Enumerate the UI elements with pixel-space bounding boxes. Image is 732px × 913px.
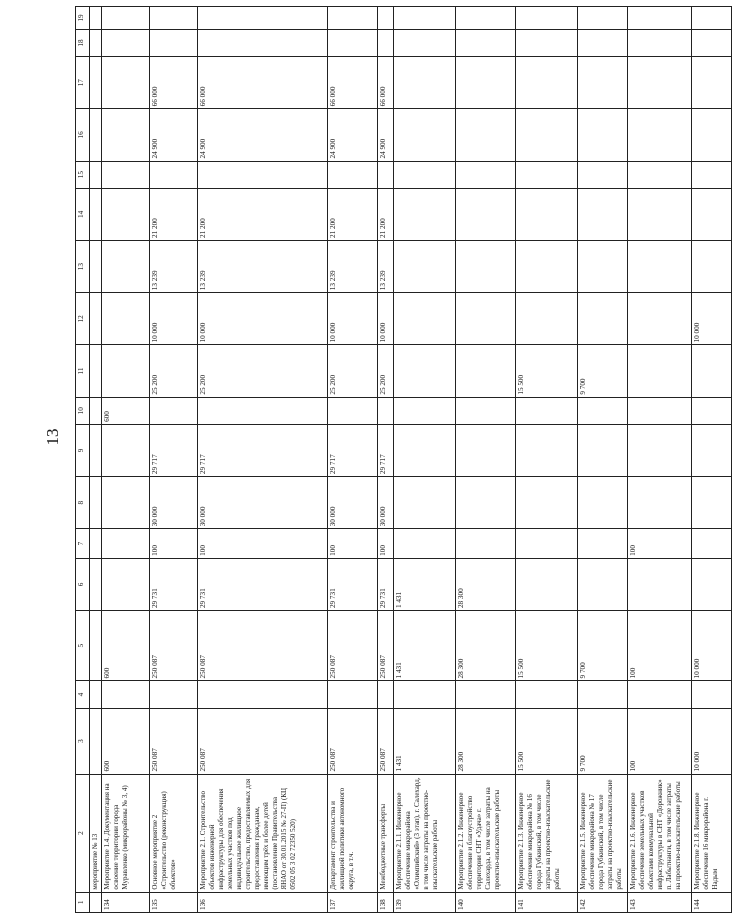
table-row bbox=[328, 7, 378, 913]
value-cell bbox=[328, 7, 378, 30]
column-header-10: 10 bbox=[76, 397, 90, 424]
value-cell: 66 000 bbox=[328, 57, 378, 109]
table-row bbox=[150, 7, 198, 913]
value-cell bbox=[394, 681, 456, 708]
row-description-cell: Мероприятие 2.1.3. Инженерное обеспечение микрорайона № 16 города Губкинский, в том числе затраты на проектно-изыскательские работы bbox=[516, 774, 578, 892]
value-cell: 30 000 bbox=[378, 477, 394, 529]
column-header-12: 12 bbox=[76, 293, 90, 345]
value-cell: 10 000 bbox=[378, 293, 394, 345]
value-cell bbox=[394, 345, 456, 397]
value-cell: 30 000 bbox=[328, 477, 378, 529]
value-cell bbox=[90, 29, 102, 56]
value-cell: 29 717 bbox=[328, 424, 378, 476]
value-cell bbox=[578, 397, 628, 424]
value-cell: 29 717 bbox=[378, 424, 394, 476]
value-cell bbox=[456, 293, 516, 345]
value-cell bbox=[90, 7, 102, 30]
column-header-2: 2 bbox=[76, 774, 90, 892]
value-cell bbox=[102, 477, 150, 529]
value-cell: 100 bbox=[328, 529, 378, 559]
value-cell: 15 500 bbox=[516, 708, 578, 774]
value-cell bbox=[578, 477, 628, 529]
value-cell bbox=[102, 109, 150, 161]
value-cell bbox=[578, 558, 628, 610]
column-header-1: 1 bbox=[76, 892, 90, 912]
row-number-cell: 143 bbox=[628, 892, 692, 912]
table-row bbox=[578, 7, 628, 913]
value-cell: 21 200 bbox=[378, 188, 394, 240]
value-cell bbox=[692, 681, 732, 708]
value-cell bbox=[198, 7, 328, 30]
value-cell bbox=[692, 29, 732, 56]
value-cell bbox=[328, 161, 378, 188]
value-cell bbox=[328, 681, 378, 708]
value-cell bbox=[102, 161, 150, 188]
value-cell: 250 087 bbox=[328, 708, 378, 774]
value-cell: 10 000 bbox=[692, 293, 732, 345]
value-cell bbox=[578, 240, 628, 292]
value-cell: 29 717 bbox=[198, 424, 328, 476]
value-cell: 250 087 bbox=[378, 708, 394, 774]
value-cell: 15 500 bbox=[516, 345, 578, 397]
value-cell bbox=[516, 424, 578, 476]
row-number-cell bbox=[90, 892, 102, 912]
value-cell bbox=[456, 7, 516, 30]
value-cell: 250 087 bbox=[378, 611, 394, 681]
row-number-cell: 134 bbox=[102, 892, 150, 912]
value-cell bbox=[628, 161, 692, 188]
value-cell bbox=[578, 57, 628, 109]
value-cell bbox=[692, 397, 732, 424]
value-cell bbox=[378, 161, 394, 188]
value-cell: 21 200 bbox=[198, 188, 328, 240]
row-description-cell: Мероприятие 2.1. Строительство объектов инженерной инфраструктуры для обеспечения земельных участков под индивидуальное жилищное строительство, предоставляемых для предоставления гражданам, имеющим трёх и более детей (постановление Правительства ЯНАО от 30.01.2015 № 27-П) (КЦ 0502 05 3 02 72350 520) bbox=[198, 774, 328, 892]
value-cell bbox=[516, 558, 578, 610]
value-cell bbox=[394, 529, 456, 559]
value-cell bbox=[198, 681, 328, 708]
value-cell bbox=[628, 681, 692, 708]
row-description-cell: Мероприятие 2.1.1. Инженерное обеспечение микрорайона «Олимпийский» (3 этап), г. Салехард, в том числе затраты на проектно-изыскательские работы bbox=[394, 774, 456, 892]
value-cell bbox=[394, 397, 456, 424]
value-cell bbox=[102, 558, 150, 610]
table-row bbox=[394, 7, 456, 913]
column-header-7: 7 bbox=[76, 529, 90, 559]
row-description-cell: мероприятие № 13 bbox=[90, 774, 102, 892]
table-row bbox=[628, 7, 692, 913]
value-cell: 250 087 bbox=[198, 708, 328, 774]
value-cell bbox=[394, 29, 456, 56]
value-cell: 10 000 bbox=[692, 611, 732, 681]
value-cell bbox=[628, 424, 692, 476]
value-cell bbox=[90, 397, 102, 424]
value-cell bbox=[90, 558, 102, 610]
value-cell: 29 731 bbox=[378, 558, 394, 610]
row-number-cell: 138 bbox=[378, 892, 394, 912]
value-cell: 10 000 bbox=[150, 293, 198, 345]
table-row bbox=[516, 7, 578, 913]
value-cell bbox=[516, 681, 578, 708]
table-row bbox=[102, 7, 150, 913]
row-number-cell: 139 bbox=[394, 892, 456, 912]
value-cell: 600 bbox=[102, 708, 150, 774]
value-cell bbox=[456, 240, 516, 292]
value-cell bbox=[90, 424, 102, 476]
value-cell bbox=[516, 188, 578, 240]
value-cell bbox=[456, 345, 516, 397]
value-cell: 9 700 bbox=[578, 345, 628, 397]
value-cell: 9 700 bbox=[578, 611, 628, 681]
value-cell bbox=[198, 29, 328, 56]
value-cell bbox=[328, 397, 378, 424]
value-cell bbox=[516, 240, 578, 292]
value-cell: 1 431 bbox=[394, 558, 456, 610]
value-cell: 66 000 bbox=[150, 57, 198, 109]
value-cell bbox=[394, 109, 456, 161]
value-cell: 28 300 bbox=[456, 611, 516, 681]
value-cell: 100 bbox=[628, 611, 692, 681]
row-description-cell: Мероприятие 2.1.6. Инженерное обеспечение земельных участков объектами коммунальной инфраструктуры в СНТ «Дорожник» п. Лабытнанги, в том числе затраты на проектно-изыскательские работы bbox=[628, 774, 692, 892]
value-cell bbox=[516, 29, 578, 56]
value-cell: 29 717 bbox=[150, 424, 198, 476]
value-cell: 24 900 bbox=[378, 109, 394, 161]
row-description-cell: Мероприятие 2.1.5. Инженерное обеспечение микрорайона № 17 города Губкинский, в том числе затраты на проектно-изыскательские работы bbox=[578, 774, 628, 892]
value-cell bbox=[102, 7, 150, 30]
value-cell bbox=[102, 529, 150, 559]
value-cell bbox=[516, 161, 578, 188]
table-row bbox=[90, 7, 102, 913]
column-header-5: 5 bbox=[76, 611, 90, 681]
value-cell bbox=[394, 293, 456, 345]
value-cell bbox=[378, 7, 394, 30]
value-cell bbox=[456, 397, 516, 424]
value-cell bbox=[692, 345, 732, 397]
value-cell bbox=[456, 424, 516, 476]
value-cell: 28 300 bbox=[456, 558, 516, 610]
value-cell bbox=[90, 188, 102, 240]
value-cell: 100 bbox=[628, 708, 692, 774]
value-cell bbox=[516, 293, 578, 345]
value-cell: 13 239 bbox=[198, 240, 328, 292]
value-cell bbox=[90, 611, 102, 681]
value-cell: 100 bbox=[150, 529, 198, 559]
value-cell bbox=[692, 7, 732, 30]
column-number-row bbox=[76, 7, 90, 913]
value-cell bbox=[578, 29, 628, 56]
value-cell: 13 239 bbox=[378, 240, 394, 292]
value-cell bbox=[692, 188, 732, 240]
value-cell bbox=[456, 161, 516, 188]
value-cell bbox=[578, 293, 628, 345]
value-cell bbox=[378, 29, 394, 56]
column-header-19: 19 bbox=[76, 7, 90, 30]
value-cell bbox=[102, 240, 150, 292]
value-cell bbox=[394, 161, 456, 188]
table-row bbox=[692, 7, 732, 913]
value-cell: 250 087 bbox=[198, 611, 328, 681]
value-cell bbox=[102, 293, 150, 345]
value-cell bbox=[628, 29, 692, 56]
value-cell bbox=[198, 397, 328, 424]
value-cell bbox=[628, 558, 692, 610]
column-header-6: 6 bbox=[76, 558, 90, 610]
value-cell bbox=[102, 681, 150, 708]
value-cell bbox=[90, 681, 102, 708]
value-cell bbox=[692, 57, 732, 109]
value-cell: 10 000 bbox=[328, 293, 378, 345]
value-cell: 100 bbox=[198, 529, 328, 559]
value-cell bbox=[102, 424, 150, 476]
value-cell: 28 300 bbox=[456, 708, 516, 774]
row-number-cell: 144 bbox=[692, 892, 732, 912]
value-cell: 29 731 bbox=[328, 558, 378, 610]
value-cell bbox=[90, 293, 102, 345]
value-cell bbox=[628, 477, 692, 529]
value-cell bbox=[692, 161, 732, 188]
value-cell: 13 239 bbox=[328, 240, 378, 292]
value-cell bbox=[628, 57, 692, 109]
column-header-11: 11 bbox=[76, 345, 90, 397]
value-cell bbox=[150, 161, 198, 188]
value-cell bbox=[90, 477, 102, 529]
value-cell bbox=[150, 29, 198, 56]
value-cell: 100 bbox=[628, 529, 692, 559]
value-cell bbox=[150, 397, 198, 424]
value-cell bbox=[394, 240, 456, 292]
value-cell bbox=[378, 681, 394, 708]
row-description-cell: Департамент строительства и жилищной политики автономного округа, в т.ч. bbox=[328, 774, 378, 892]
value-cell bbox=[150, 681, 198, 708]
value-cell bbox=[102, 345, 150, 397]
value-cell bbox=[692, 529, 732, 559]
value-cell: 250 087 bbox=[150, 611, 198, 681]
value-cell: 600 bbox=[102, 611, 150, 681]
column-header-18: 18 bbox=[76, 29, 90, 56]
value-cell bbox=[578, 161, 628, 188]
value-cell: 25 200 bbox=[150, 345, 198, 397]
value-cell: 13 239 bbox=[150, 240, 198, 292]
value-cell bbox=[578, 109, 628, 161]
value-cell bbox=[90, 345, 102, 397]
value-cell bbox=[516, 7, 578, 30]
value-cell bbox=[456, 188, 516, 240]
value-cell bbox=[90, 57, 102, 109]
value-cell bbox=[456, 29, 516, 56]
value-cell bbox=[578, 424, 628, 476]
table-row bbox=[456, 7, 516, 913]
row-description-cell: Межбюджетные трансферты bbox=[378, 774, 394, 892]
row-number-cell: 141 bbox=[516, 892, 578, 912]
budget-table bbox=[75, 6, 732, 913]
value-cell bbox=[102, 188, 150, 240]
value-cell: 21 200 bbox=[328, 188, 378, 240]
value-cell: 29 731 bbox=[150, 558, 198, 610]
value-cell: 15 500 bbox=[516, 611, 578, 681]
table-row bbox=[378, 7, 394, 913]
value-cell bbox=[628, 397, 692, 424]
row-number-cell: 140 bbox=[456, 892, 516, 912]
value-cell: 30 000 bbox=[198, 477, 328, 529]
value-cell: 24 900 bbox=[328, 109, 378, 161]
value-cell bbox=[456, 477, 516, 529]
row-number-cell: 136 bbox=[198, 892, 328, 912]
value-cell bbox=[378, 397, 394, 424]
value-cell bbox=[150, 7, 198, 30]
value-cell bbox=[456, 57, 516, 109]
value-cell bbox=[628, 240, 692, 292]
value-cell: 66 000 bbox=[198, 57, 328, 109]
value-cell: 21 200 bbox=[150, 188, 198, 240]
value-cell: 10 000 bbox=[198, 293, 328, 345]
value-cell: 9 700 bbox=[578, 708, 628, 774]
value-cell: 66 000 bbox=[378, 57, 394, 109]
value-cell: 250 087 bbox=[150, 708, 198, 774]
value-cell bbox=[628, 109, 692, 161]
value-cell: 600 bbox=[102, 397, 150, 424]
value-cell bbox=[516, 397, 578, 424]
column-header-3: 3 bbox=[76, 708, 90, 774]
value-cell bbox=[90, 240, 102, 292]
value-cell bbox=[692, 477, 732, 529]
value-cell bbox=[198, 161, 328, 188]
column-header-9: 9 bbox=[76, 424, 90, 476]
page-number: 13 bbox=[43, 428, 62, 446]
value-cell bbox=[628, 188, 692, 240]
value-cell: 1 431 bbox=[394, 611, 456, 681]
row-number-cell: 135 bbox=[150, 892, 198, 912]
value-cell: 24 900 bbox=[198, 109, 328, 161]
value-cell bbox=[692, 109, 732, 161]
value-cell bbox=[628, 345, 692, 397]
value-cell: 25 200 bbox=[378, 345, 394, 397]
value-cell bbox=[456, 109, 516, 161]
column-header-15: 15 bbox=[76, 161, 90, 188]
value-cell bbox=[328, 29, 378, 56]
value-cell bbox=[578, 681, 628, 708]
value-cell bbox=[90, 708, 102, 774]
value-cell bbox=[692, 424, 732, 476]
column-header-14: 14 bbox=[76, 188, 90, 240]
value-cell bbox=[394, 7, 456, 30]
value-cell bbox=[102, 57, 150, 109]
column-header-8: 8 bbox=[76, 477, 90, 529]
value-cell bbox=[692, 240, 732, 292]
value-cell bbox=[516, 529, 578, 559]
value-cell bbox=[456, 529, 516, 559]
row-description-cell: Мероприятие 1.4. Документация на освоение территории города Муравленко (микрорайоны № 3, 4) bbox=[102, 774, 150, 892]
value-cell bbox=[516, 57, 578, 109]
row-description-cell: Мероприятие 2.1.2. Инженерное обеспечение и благоустройство территории СНТ «Удача» г. Салехарда, в том числе затраты на проектно-изыскательские работы bbox=[456, 774, 516, 892]
value-cell: 100 bbox=[378, 529, 394, 559]
row-description-cell: Основное мероприятие 2 «Строительство (реконструкция) объектов» bbox=[150, 774, 198, 892]
row-description-cell: Мероприятие 2.1.8. Инженерное обеспечение 16 микрорайона г. Надым bbox=[692, 774, 732, 892]
value-cell bbox=[456, 681, 516, 708]
value-cell bbox=[90, 161, 102, 188]
value-cell: 25 200 bbox=[328, 345, 378, 397]
column-header-13: 13 bbox=[76, 240, 90, 292]
budget-table-sheet bbox=[75, 6, 719, 913]
value-cell bbox=[90, 529, 102, 559]
value-cell: 30 000 bbox=[150, 477, 198, 529]
table-row bbox=[198, 7, 328, 913]
value-cell bbox=[578, 529, 628, 559]
column-header-17: 17 bbox=[76, 57, 90, 109]
value-cell bbox=[394, 188, 456, 240]
value-cell bbox=[578, 188, 628, 240]
value-cell bbox=[516, 477, 578, 529]
value-cell bbox=[628, 293, 692, 345]
value-cell: 1 431 bbox=[394, 708, 456, 774]
value-cell bbox=[394, 477, 456, 529]
row-number-cell: 137 bbox=[328, 892, 378, 912]
value-cell bbox=[628, 7, 692, 30]
column-header-16: 16 bbox=[76, 109, 90, 161]
value-cell bbox=[692, 558, 732, 610]
value-cell: 10 000 bbox=[692, 708, 732, 774]
row-number-cell: 142 bbox=[578, 892, 628, 912]
value-cell bbox=[578, 7, 628, 30]
value-cell: 24 900 bbox=[150, 109, 198, 161]
value-cell: 29 731 bbox=[198, 558, 328, 610]
value-cell bbox=[394, 57, 456, 109]
value-cell bbox=[102, 29, 150, 56]
value-cell: 250 087 bbox=[328, 611, 378, 681]
value-cell: 25 200 bbox=[198, 345, 328, 397]
value-cell bbox=[394, 424, 456, 476]
column-header-4: 4 bbox=[76, 681, 90, 708]
value-cell bbox=[90, 109, 102, 161]
value-cell bbox=[516, 109, 578, 161]
